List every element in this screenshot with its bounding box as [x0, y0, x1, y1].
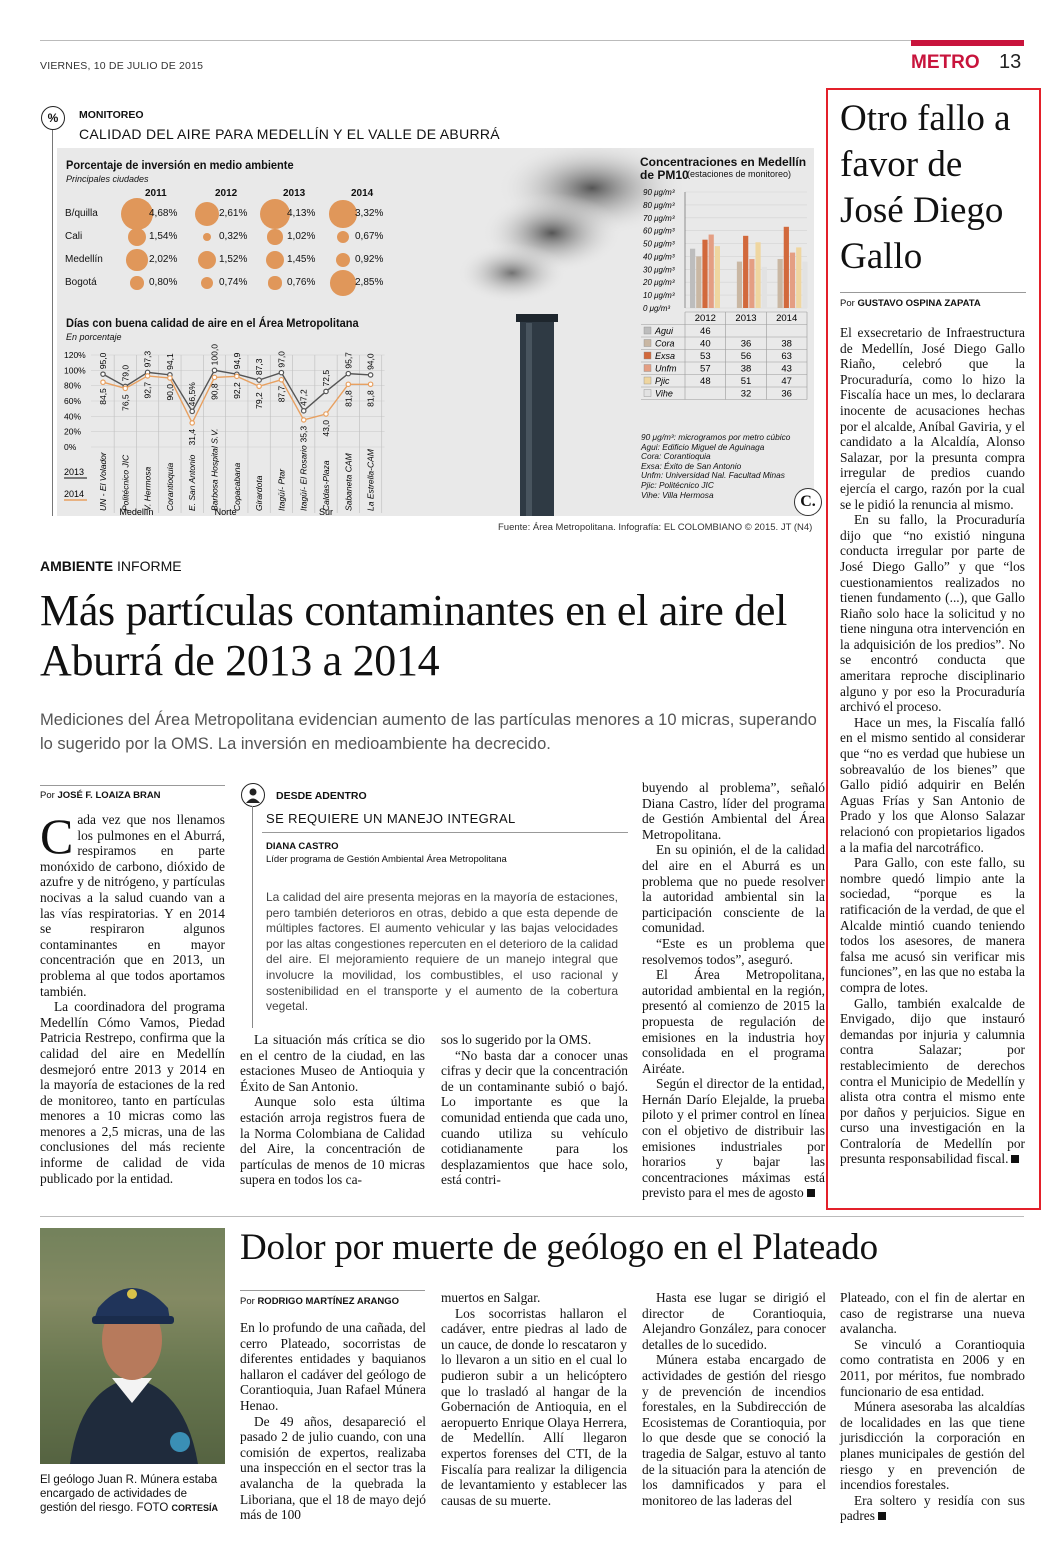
pm10-value-label: 53 [700, 351, 711, 362]
main-paragraph: Aunque solo esta última estación arroja registros fuera de la Norma Colombiana de Calidad del Aire, la concentración de partículas de menos de 10 micras supera en todos los ca- [240, 1094, 425, 1188]
pm10-legend-swatch [644, 352, 651, 359]
main-paragraph: “Este es un problema que resolvemos todos”, aseguró. [642, 935, 825, 967]
days-point [302, 418, 306, 422]
right-byline-rule [840, 292, 1026, 293]
pm10-year-label: 2012 [694, 313, 716, 324]
days-station-label: Girardota [254, 475, 265, 511]
days-point [368, 373, 372, 377]
days-ytick-label: 0% [64, 442, 77, 452]
days-value-label-2014: 81,8 [343, 390, 354, 407]
days-value-label-2014: 87,7 [276, 385, 287, 403]
pm10-station-label: Vihe [655, 388, 673, 399]
pm10-legend-swatch [644, 365, 651, 372]
main-paragraph: sos lo sugerido por la OMS. [441, 1032, 592, 1047]
main-paragraph: El Área Metropolitana, autoridad ambiental en la región, presentó al comienzo de 2015 la propuesta de regulación de emisiones en la industria hoy consolidada en el programa Airéate. [642, 967, 825, 1076]
bottom-paragraph: Plateado, con el fin de alertar en caso de registrarse una nueva avalancha. [840, 1290, 1025, 1337]
pm10-chart-subtitle: (estaciones de monitoreo) [687, 169, 792, 179]
desde-adentro-title: SE REQUIERE UN MANEJO INTEGRAL [266, 811, 516, 826]
pm10-year-label: 2013 [735, 313, 757, 324]
invest-bubble [329, 200, 356, 227]
days-ytick-label: 100% [64, 365, 86, 376]
desde-adentro-icon [241, 783, 265, 807]
days-group-label: Medellín [119, 507, 154, 516]
days-point [279, 370, 283, 374]
invest-value-label: 1,45% [287, 254, 316, 265]
pm10-value-label: 56 [740, 351, 752, 362]
days-point [212, 368, 216, 372]
invest-value-label: 2,02% [149, 254, 178, 265]
pm10-value-label: 48 [700, 376, 711, 387]
bottom-col-4 [840, 1290, 1025, 1524]
days-value-label-2013: 47,2 [298, 389, 309, 406]
desde-adentro-title-rule [262, 832, 628, 833]
section-bar [911, 40, 1024, 46]
invest-value-label: 2,85% [355, 277, 384, 288]
invest-city-label: Medellín [65, 254, 103, 265]
pm10-legend-swatch [644, 377, 651, 384]
invest-city-label: B/quilla [65, 208, 98, 219]
main-paragraph: buyendo al problema”, señaló Diana Castro, líder del programa de Gestión Ambiental del Área Metropolitana. [642, 780, 825, 842]
days-value-label-2013: 94,9 [231, 352, 242, 370]
invest-bubble [266, 251, 284, 269]
days-point [279, 378, 283, 382]
days-value-label-2014: 79,2 [254, 392, 265, 409]
pm10-value-label: 32 [740, 388, 752, 400]
days-point [324, 412, 328, 416]
days-value-label-2014: 43,0 [321, 420, 331, 437]
monitor-left-rule [52, 130, 53, 516]
invest-bubble [195, 202, 219, 226]
invest-year-header: 2012 [215, 188, 238, 199]
pm10-bar-chart [617, 186, 814, 444]
photo-credit: CORTESÍA [171, 1503, 218, 1513]
invest-bubble [203, 233, 211, 241]
infographic-source: Fuente: Área Metropolitana. Infografía: EL COLOMBIANO © 2015. JT (N4) [498, 522, 813, 533]
pm10-ytick-label: 0 μg/m³ [643, 304, 671, 313]
invest-bubble [330, 270, 355, 295]
invest-chart-subtitle: Principales ciudades [66, 174, 149, 184]
days-ytick-label: 20% [64, 426, 82, 437]
invest-bubble [268, 276, 281, 289]
pm10-value-label: 38 [781, 338, 792, 350]
invest-bubble [337, 231, 349, 243]
monitor-kicker: MONITOREO [79, 109, 144, 121]
days-station-label: Itagüí- Ptar [276, 468, 287, 511]
pm10-value-label: 40 [700, 338, 711, 350]
main-paragraph: Cada vez que nos llenamos los pulmones en el Aburrá, respiramos en parte monóxido de carbono, dióxido de azufre y de nitrógeno, y partículas nocivas a la salud cuando van a las vías respiratorias. Y en 2014 se respiraron algunos contaminantes en mayor concentración que en 2013, un problema al que todos aportamos también. [40, 808, 225, 999]
byline-name: JOSÉ F. LOAIZA BRAN [57, 790, 161, 801]
invest-bubble [336, 253, 350, 267]
bottom-paragraph: Hasta ese lugar se dirigió el director de Corantioquia, Alejandro González, para conocer detalles de lo sucedido. [642, 1290, 826, 1352]
pm10-ytick-label: 10 μg/m³ [643, 291, 675, 301]
bottom-col-1 [240, 1320, 426, 1523]
main-byline [40, 790, 161, 801]
page-number: 13 [999, 51, 1022, 73]
days-line-chart [57, 343, 417, 516]
bottom-paragraph [840, 1493, 1025, 1524]
invest-year-header: 2013 [283, 188, 306, 199]
days-point [346, 371, 350, 375]
pm10-value-label: 57 [700, 363, 711, 375]
photo-caption [40, 1473, 226, 1515]
days-group-label: Sur [318, 507, 334, 516]
main-deck: Mediciones del Área Metropolitana evidencian aumento de las partículas menores a 10 micras, superando lo sugerido por la OMS. La inversión en medioambiente ha decrecido. [40, 711, 817, 753]
end-mark [878, 1512, 886, 1520]
pm10-bar [778, 259, 783, 308]
pm10-bar [715, 246, 720, 308]
right-headline: Otro fallo a favor de José Diego Gallo [840, 98, 1011, 277]
invest-city-label: Cali [65, 231, 83, 242]
bottom-paragraph: Se vinculó a Corantioquia como contratista en 2006 y en 2011, por méritos, fue nombrado funcionario de esa entidad. [840, 1336, 1025, 1399]
days-station-label: La Estrella-CAM [365, 449, 376, 511]
main-paragraph: La coordinadora del programa Medellín Cómo Vamos, Piedad Patricia Restrepo, confirma que la calidad del aire en Medellín desmejoró entre 2013 y 2014 en la mayoría de estaciones de la red de monitoreo, tanto en partículas menores a 10 micras como las menores a 2,5 micras, una de las conclusiones del más reciente informe de calidad de vida publicado por la entidad. [40, 999, 225, 1186]
invest-year-header: 2011 [145, 188, 167, 199]
pm10-station-label: Agui [655, 326, 674, 336]
days-station-label: Itagüí- El Rosario [298, 445, 309, 511]
pm10-value-label: 51 [740, 376, 752, 387]
pm10-bar [737, 262, 742, 308]
main-kicker-rest: INFORME [113, 558, 182, 574]
bottom-col-3 [642, 1290, 826, 1508]
right-paragraph: En su fallo, la Procuraduría dijo que “no existió ninguna conducta irregular por parte de José Diego Gallo” y que “los cuestionamientos realizados no tienen fundamento (...), que Gallo Riaño solo hace la solicitud y no tiene ninguna otra intervención en la adquisición de los predios”. No se encontró conducta que ameritara reproche disciplinario alguno y por eso la Procuraduría archivó el proceso. [840, 512, 1025, 715]
days-station-label: Barbosa Hospital S.V. [209, 428, 220, 511]
desde-adentro-quote: La calidad del aire presenta mejoras en la mayoría de estaciones, pero también deterioros en otras, debido a que esta depende de múltiples factores. El aumento vehicular y las bajas velocidades por las altas congestiones repercuten en el deterioro de la calidad del aire. El mejoramiento requiere de un manejo integral que involucre la movilidad, los combustibles, el uso racional y sostenibilidad en el transporte y el aumento de la cobertura vegetal. [266, 890, 618, 1014]
days-point [235, 374, 239, 378]
main-last-sentence: Según el director de la entidad, Hernán Darío Elejalde, la prueba piloto y el primer control en línea con el objetivo de distribuir las emisiones industriales por horarios y bajar las concentraciones máximas está previsto para el mes de agosto [642, 1076, 825, 1201]
pm10-bar [709, 235, 714, 308]
days-station-label: UN - El Volador [98, 452, 108, 511]
bottom-paragraph: muertos en Salgar. [441, 1290, 541, 1305]
days-point [190, 421, 194, 425]
days-value-label-2014: 92,7 [142, 381, 153, 399]
days-value-label-2014: 90,8 [209, 383, 220, 400]
right-paragraph: El exsecretario de Infraestructura de Medellín, José Diego Gallo Riaño, celebró que la Procuraduría, como lo hizo la Fiscalía hace un mes, lo declarara inocente de acusaciones hechas por el alcalde, Aníbal Gaviria, y el candidato a la Alcaldía, Alonso Salazar, por la presunta compra irregular de predios cuando ejercía el cargo, razón por la cual se le pidió la renuncia al mismo. [840, 325, 1025, 512]
days-point [324, 389, 328, 393]
section-label: METRO [911, 52, 980, 73]
geologist-photo [40, 1228, 225, 1464]
byline-name: RODRIGO MARTÍNEZ ARANGO [257, 1296, 400, 1307]
pm10-ytick-label: 70 μg/m³ [643, 213, 675, 223]
bottom-paragraph: Los socorristas hallaron el cadáver, entre piedras al lado de un cauce, de donde lo rescataron y lo llevaron a un sitio en el cual lo pudieron subir a un helicóptero que lo trasladó al hangar de la Gobernación de Antioquia, en el aeropuerto Enrique Olaya Herrera, de Medellín. Allí llegaron expertos forenses del CTI, de la Fiscalía para realizar la diligencia de levantamiento y establecer las causas de su muerte. [441, 1305, 627, 1508]
byline-por: Por [40, 790, 55, 801]
right-byline [840, 298, 981, 309]
invest-value-label: 4,68% [149, 208, 178, 219]
pm10-bar [755, 242, 760, 308]
days-value-label-2013: 72,5 [321, 369, 331, 387]
bottom-last-sentence: Era soltero y residía con sus padres [840, 1492, 1025, 1524]
invest-value-label: 0,32% [219, 231, 248, 242]
days-station-label: E. San Antonio [187, 454, 198, 511]
infographic-panel [57, 148, 814, 516]
days-ytick-label: 40% [64, 411, 82, 422]
pm10-bar [762, 267, 767, 308]
days-ytick-label: 80% [64, 380, 82, 391]
days-chart-title: Días con buena calidad de aire en el Área Metropolitana [66, 316, 359, 330]
days-legend-2013: 2013 [64, 467, 85, 477]
invest-city-label: Bogotá [65, 277, 97, 288]
invest-value-label: 1,52% [219, 254, 248, 265]
days-point [368, 382, 372, 386]
main-col-1 [40, 808, 225, 1186]
byline-por: Por [840, 298, 855, 309]
days-point [101, 380, 105, 384]
pm10-note: 90 μg/m³: microgramos por metro cúbico [641, 432, 791, 442]
pm10-ytick-label: 80 μg/m³ [643, 200, 675, 210]
days-point [257, 384, 261, 388]
right-paragraph: Hace un mes, la Fiscalía falló en el mismo sentido al considerar que “no es verdad que hubiese un sobreavalúo de los bienes” que Gallo pidió adquirir en Belén Aguas Frías y San Antonio de Prado y los que Alonso Salazar relacionó con propietarios ligados a la mafia del narcotráfico. [840, 714, 1025, 855]
invest-value-label: 4,13% [287, 208, 316, 219]
bottom-byline-rule [240, 1290, 425, 1291]
days-station-label: Copacabana [231, 462, 242, 511]
pm10-chart-title: Concentraciones en Medellín de PM10 [640, 155, 807, 182]
days-station-label: Corantioquia [164, 462, 175, 511]
days-value-label-2014: 76,5 [120, 394, 131, 411]
pm10-ytick-label: 30 μg/m³ [643, 265, 675, 275]
invest-value-label: 1,02% [287, 231, 316, 242]
pm10-station-label: Unfm [655, 363, 677, 374]
days-value-label-2013: 95,0 [98, 352, 108, 370]
bottom-paragraph: Múnera asesoraba las alcaldías de localidades en las que tiene jurisdicción la corporación en planes municipales de gestión del riesgo y en prevención de incendios forestales. [840, 1399, 1025, 1493]
pm10-year-label: 2014 [776, 313, 798, 324]
right-paragraph: Para Gallo, con este fallo, su nombre quedó limpio ante la sociedad, “porque es la ratificación de la verdad, de que el Alcalde mintió cuando teniendo todos los asesores, de manera falsa me acusó sin verificar mis funciones”, en las que no estaba la compra de lotes. [840, 855, 1025, 995]
days-value-label-2013: 94,0 [365, 353, 376, 370]
pm10-value-label: 36 [740, 338, 752, 350]
days-value-label-2013: 46,5% [187, 382, 198, 407]
desde-adentro-name: DIANA CASTRO [266, 841, 339, 852]
days-point [346, 382, 350, 386]
days-chart-subtitle: En porcentaje [66, 332, 122, 342]
invest-table [63, 188, 393, 298]
main-kicker-bold: AMBIENTE [40, 558, 114, 574]
pm10-note: Vihe: Villa Hermosa [641, 489, 714, 500]
bottom-divider [40, 1216, 1024, 1217]
pm10-station-label: Cora [655, 338, 675, 349]
pm10-bar [796, 247, 801, 308]
days-ytick-label: 120% [64, 350, 86, 360]
bottom-headline: Dolor por muerte de geólogo en el Plateado [240, 1227, 878, 1268]
pm10-value-label: 46 [700, 326, 711, 337]
days-point [302, 409, 306, 413]
main-kicker [40, 558, 182, 574]
invest-value-label: 0,67% [355, 231, 384, 242]
pm10-note: Agui: Edificio Miguel de Aguinaga [641, 441, 765, 452]
days-value-label-2014: 84,5 [98, 388, 108, 405]
desde-adentro-role: Líder programa de Gestión Ambiental Área Metropolitana [266, 854, 507, 865]
end-mark [807, 1189, 815, 1197]
invest-bubble [130, 276, 143, 289]
pm10-legend-swatch [644, 340, 651, 347]
invest-bubble [126, 249, 147, 270]
pm10-value-label: 63 [781, 351, 792, 362]
bottom-byline [240, 1296, 399, 1307]
monitor-icon: % [41, 106, 65, 130]
days-value-label-2014: 35,3 [298, 425, 309, 443]
pm10-value-label: 47 [781, 376, 792, 387]
bottom-col-2 [441, 1290, 627, 1508]
pm10-bar [743, 236, 748, 308]
days-value-label-2013: 94,1 [164, 353, 175, 370]
days-value-label-2014: 90,0 [164, 384, 175, 401]
days-station-label: Caldas-Plaza [321, 460, 331, 511]
days-point [145, 374, 149, 378]
days-point [212, 375, 216, 379]
pm10-value-label: 38 [740, 363, 752, 375]
pm10-note: Pjic: Politécnico JIC [641, 479, 714, 490]
days-point [101, 372, 105, 376]
days-group-label: Norte [214, 507, 237, 516]
right-article-body [840, 325, 1025, 1167]
pm10-bar [696, 256, 701, 308]
pm10-value-label: 36 [781, 388, 792, 400]
pm10-value-label: 43 [781, 363, 792, 375]
pm10-ytick-label: 40 μg/m³ [643, 252, 675, 262]
main-paragraph [642, 1076, 825, 1201]
pm10-bar [784, 227, 789, 308]
main-byline-rule [40, 785, 225, 786]
bottom-paragraph: Múnera estaba encargado de actividades de gestión del riesgo y de prevención de incendios forestales, en la Subdirección de Ecosistemas de Corantioquia, por lo que desde que se conoció la tragedia de Salgar, estuvo al tanto de la situación para la atención de los damnificados y para el monitoreo de las laderas del [642, 1352, 826, 1508]
days-value-label-2013: 95,7 [343, 352, 354, 369]
pm10-ytick-label: 20 μg/m³ [643, 278, 675, 288]
invest-bubble [267, 229, 282, 244]
invest-bubble [128, 228, 147, 247]
byline-por: Por [240, 1296, 255, 1307]
top-rule [40, 40, 1024, 41]
days-value-label-2013: 100,0 [209, 344, 220, 366]
pm10-legend-swatch [644, 327, 651, 334]
invest-value-label: 3,32% [355, 208, 384, 219]
pm10-ytick-label: 90 μg/m³ [643, 188, 675, 197]
pm10-note: Exsa: Éxito de San Antonio [641, 460, 742, 471]
pm10-station-label: Exsa [655, 351, 676, 361]
days-ytick-label: 60% [64, 396, 82, 406]
pm10-bar [702, 240, 707, 308]
pm10-bar [690, 249, 695, 308]
invest-value-label: 0,74% [219, 277, 248, 288]
invest-value-label: 2,61% [219, 208, 248, 219]
pm10-bar [749, 259, 754, 308]
days-point [168, 376, 172, 380]
photo-caption-text: El geólogo Juan R. Múnera estaba encargado de actividades de gestión del riesgo. [40, 1474, 218, 1514]
right-paragraph [840, 996, 1025, 1168]
days-point [257, 378, 261, 382]
days-point [190, 409, 194, 413]
invest-bubble [201, 277, 214, 290]
main-paragraph: “No basta dar a conocer unas cifras y decir que la concentración de un contaminante subió o bajó. Lo importante es que la comunidad entienda que cada uno, cuando utiliza su vehículo cotidianamente para los desplazamientos que hace solo, está contri- [441, 1047, 628, 1188]
pm10-legend-swatch [644, 390, 651, 397]
days-value-label-2014: 81,8 [365, 390, 376, 407]
main-paragraph: En su opinión, el de la calidad del aire en el Aburrá es un problema que no puede resolver la autoridad ambiental sin la participación consciente de la comunidad. [642, 842, 825, 936]
invest-value-label: 0,92% [355, 254, 384, 265]
bottom-paragraph: En lo profundo de una cañada, del cerro Plateado, socorristas de diferentes entidades y baquianos hallaron el cadáver del geólogo de Corantioquia, Juan Rafael Múnera Henao. [240, 1320, 426, 1413]
monitor-title: CALIDAD DEL AIRE PARA MEDELLÍN Y EL VALLE DE ABURRÁ [79, 126, 500, 142]
pm10-note: Cora: Corantioquia [641, 451, 711, 462]
invest-value-label: 0,76% [287, 277, 316, 288]
main-paragraph: La situación más crítica se dio en el centro de la ciudad, en las estaciones Museo de Antioquia y Éxito de San Antonio. [240, 1032, 425, 1094]
pm10-station-label: Pjic [655, 376, 670, 386]
days-value-label-2013: 87,3 [254, 358, 265, 376]
days-station-label: Politécnico JIC [120, 454, 131, 511]
bottom-paragraph: De 49 años, desapareció el pasado 2 de julio cuando, con una comisión de expertos, realizaba una inspección en el sector tras la avalancha de la quebrada la Liboriana, que el 18 de mayo dejó más de 100 [240, 1413, 426, 1523]
desde-adentro-kicker: DESDE ADENTRO [276, 790, 367, 802]
invest-bubble [260, 199, 290, 229]
days-value-label-2014: 92,2 [231, 382, 242, 399]
invest-chart-title: Porcentaje de inversión en medio ambiente [66, 158, 294, 172]
main-col-2 [240, 1032, 425, 1188]
days-value-label-2013: 97,0 [276, 351, 287, 368]
pm10-ytick-label: 50 μg/m³ [643, 239, 675, 249]
pm10-bar [802, 262, 807, 308]
end-mark [1011, 1155, 1019, 1163]
days-legend-2014: 2014 [64, 489, 85, 499]
photo-credit-label: FOTO [136, 1502, 169, 1514]
invest-bubble [198, 251, 216, 269]
days-station-label: Sabaneta CAM [343, 453, 354, 511]
pm10-note: Unfm: Universidad Nal. Facultad Minas [641, 470, 785, 481]
right-last-paragraph: Gallo, también exalcalde de Envigado, dijo que instauró demandas por injuria y calumnia contra Salazar; por restablecimiento de derechos contra el Municipio de Medellín y alista otra contra el mismo ente por daños y perjuicios. Sigue en curso una investigación en la Contraloría de Medellín por presunta responsabilidad fiscal. [840, 995, 1025, 1167]
main-col-3 [441, 1032, 628, 1188]
invest-value-label: 0,80% [149, 277, 178, 288]
main-col-4 [642, 780, 825, 1201]
byline-name: GUSTAVO OSPINA ZAPATA [857, 298, 981, 309]
pm10-notes [641, 433, 790, 500]
desde-adentro-rule [252, 806, 253, 1028]
days-value-label-2013: 79,0 [120, 364, 131, 382]
days-station-label: V. Hermosa [142, 466, 153, 511]
pm10-ytick-label: 60 μg/m³ [643, 226, 675, 236]
invest-value-label: 1,54% [149, 231, 178, 242]
main-headline: Más partículas contaminantes en el aire del Aburrá de 2013 a 2014 [40, 586, 788, 685]
pm10-bar [790, 253, 795, 308]
invest-year-header: 2014 [351, 188, 374, 199]
el-colombiano-logo: C. [794, 488, 822, 516]
issue-date: VIERNES, 10 DE JULIO DE 2015 [40, 60, 204, 72]
days-value-label-2013: 97,3 [142, 350, 153, 368]
days-point [123, 386, 127, 390]
days-value-label-2014: 31,4 [187, 428, 198, 446]
